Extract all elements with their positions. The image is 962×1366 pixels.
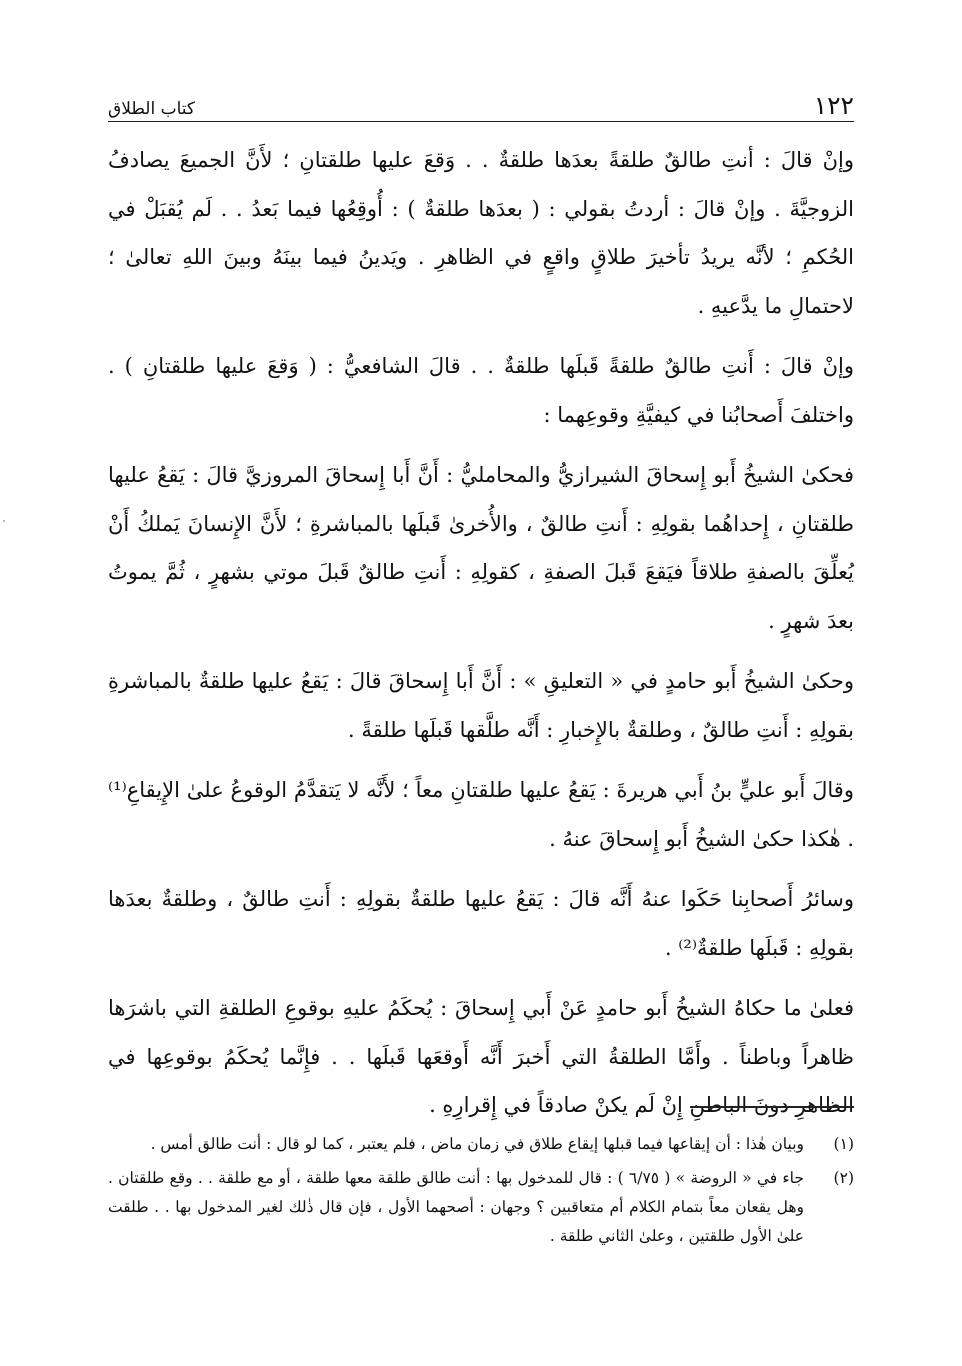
page-header: [108, 78, 854, 118]
footnote-number: (٢): [833, 1169, 854, 1187]
main-text: [108, 136, 854, 1142]
footnote-divider: [690, 1106, 854, 1108]
paragraph: وقالَ أَبو عليٍّ بنُ أَبي هريرةَ : يَقعُ عليها طلقتانِ معاً ؛ لأَنَّه لا يَتقدَّمُ الوقوعُ علىٰ الإِيقاعِ⁽¹⁾ . هٰكذا حكىٰ الشيخُ أَبو إِسحاقَ عنهُ .: [108, 778, 854, 851]
running-title: كتاب الطلاق: [108, 99, 195, 119]
header-divider: [108, 121, 854, 122]
paragraph: فعلىٰ ما حكاهُ الشيخُ أَبو حامدٍ عَنْ أَبي إِسحاقَ : يُحكَمُ عليهِ بوقوعِ الطلقةِ التي باشرَها ظاهراً وباطناً . وأَمَّا الطلقةُ التي أَخبرَ أَنَّه أَوقعَها قَبلَها . . فإِنَّما يُحكَمُ بوقوعِها في الظاهرِ دونَ الباطنِ إِنْ لَم يكنْ صادقاً في إِقرارِهِ .: [108, 996, 854, 1117]
page-number: ١٢٢: [813, 91, 854, 120]
paragraph: وحكىٰ الشيخُ أَبو حامدٍ في « التعليقِ » : أَنَّ أَبا إِسحاقَ قالَ : يَقعُ عليها طلقةٌ بالمباشرةِ بقولِهِ : أَنتِ طالقٌ ، وطلقةٌ بالإِخبارِ : أَنَّه طلَّقها قَبلَها طلقةً .: [108, 669, 854, 742]
footnote-text: جاء في « الروضة » ( ٦/٧٥ ) : قال للمدخول بها : أنت طالق طلقة معها طلقة ، أو مع طلقة . . وقع طلقتان . وهل يقعان معاً بتمام الكلام أم متعاقبين ؟ وجهان : أصحهما الأول ، فإن قال ذٰلك لغير المدخول بها . . طلقت علىٰ الأول طلقتين ، وعلىٰ الثاني طلقة .: [108, 1169, 804, 1245]
paragraph: وإنْ قالَ : أنتِ طالقٌ طلقةً بعدَها طلقةٌ . . وَقعَ عليها طلقتانِ ؛ لأَنَّ الجميعَ يصادفُ الزوجيَّةَ . وإنْ قالَ : أردتُ بقولي : ( بعدَها طلقةٌ ) : أُوقِعُها فيما بَعدُ . . لَم يُقبَلْ في الحُكمِ ؛ لأنَّه يريدُ تأخيرَ طلاقٍ واقعٍ في الظاهرِ . ويَدينُ فيما بينَهُ وبينَ اللهِ تعالىٰ ؛ لاحتمالِ ما يدَّعيهِ .: [108, 148, 854, 318]
footnote-text: وبيان هٰذا : أن إيقاعها فيما قبلها إيقاع طلاق في زمان ماض ، فلم يعتبر ، كما لو قال : أنت طالق أمس .: [150, 1135, 804, 1153]
paragraph: وإنْ قالَ : أَنتِ طالقٌ طلقةً قَبلَها طلقةٌ . . قالَ الشافعيُّ : ( وَقعَ عليها طلقتانِ ) . واختلفَ أَصحابُنا في كيفيَّةِ وقوعِهما :: [108, 354, 854, 427]
footnotes: [108, 1130, 854, 1256]
footnote: [108, 1164, 854, 1251]
footnote-number: (١): [833, 1135, 854, 1153]
footnote: [108, 1130, 854, 1159]
paragraph: وسائرُ أَصحابِنا حَكَوا عنهُ أَنَّه قالَ : يَقعُ عليها طلقةٌ بقولِهِ : أَنتِ طالقٌ ، وطلقةٌ بعدَها بقولِهِ : قَبلَها طلقةٌ⁽²⁾ .: [108, 887, 854, 960]
scan-speck: [3, 520, 5, 522]
paragraph: فحكىٰ الشيخُ أَبو إِسحاقَ الشيرازيُّ والمحامليُّ : أَنَّ أَبا إِسحاقَ المروزيَّ قالَ : يَقعُ عليها طلقتانِ ، إِحداهُما بقولِهِ : أَنتِ طالقٌ ، والأُخرىٰ قَبلَها بالمباشرةِ ؛ لأَنَّ الإِنسانَ يَملكُ أَنْ يُعلِّقَ بالصفةِ طلاقاً فيَقعَ قَبلَ الصفةِ ، كقولِهِ : أَنتِ طالقٌ قَبلَ موتي بشهرٍ ، ثُمَّ يموتُ بعدَ شهرٍ .: [108, 463, 854, 633]
